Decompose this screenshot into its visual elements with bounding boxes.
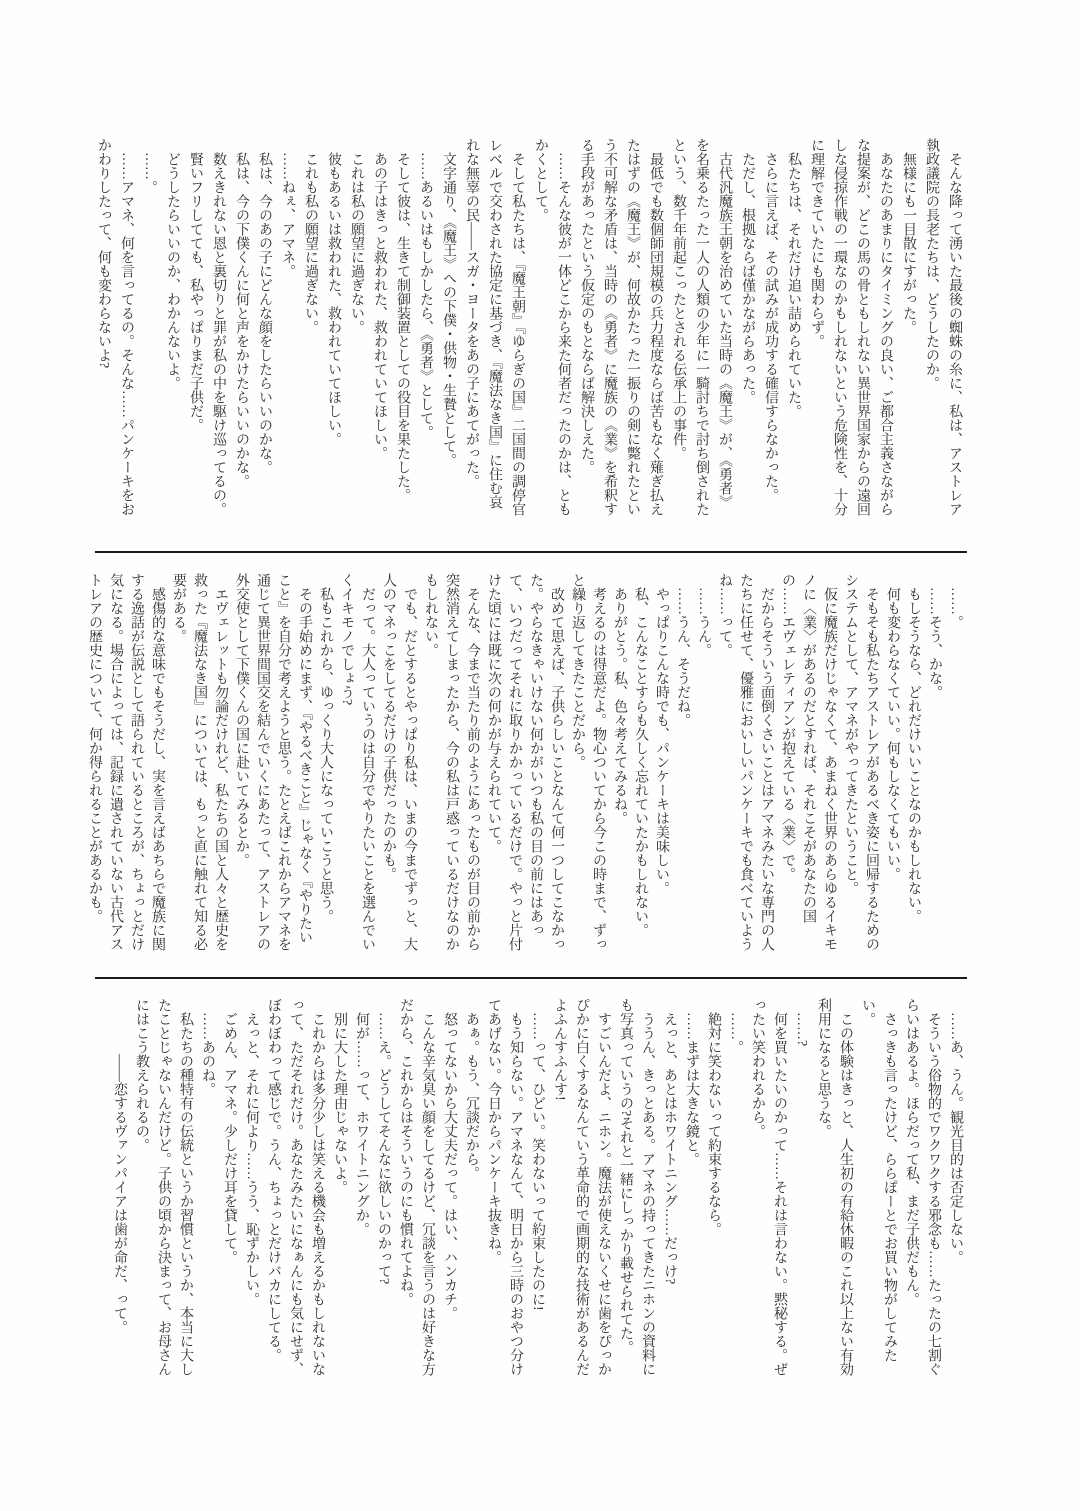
paragraph: 私たちの種特有の伝統というか習慣というか、本当に大したことじゃないんだけど。子供の頃から決まって、お母さんにはこう教えられるの。 [134,998,193,1376]
paragraph: 考えるのは得意だよ。物心ついてから今この時まで、ずっと繰り返してきたことだから。 [570,573,606,951]
paragraph: ……そんな彼が一体どこから来た何者だったのかは、ともかくとして。 [533,138,571,516]
paragraph: 改めて思えば、子供らしいことなんて何一つしてこなかった。やらなきゃいけない何かがいつも私の目の前にはあって、いつだってそれに取りかかっているだけで。やっと片付けた頃には既に次の何かが与えられていて。 [486,573,564,951]
paragraph: 古代汎魔族王朝を治めていた当時の《魔王》が、《勇者》を名乗るたった一人の人類の少年に一騎討ちで討ち倒されたという、数千年前起こったとされる伝承上の事件。 [671,138,732,516]
paragraph: そんな、今まで当たり前のようにあったものが目の前から突然消えてしまったから、今の私は戸惑っているだけなのかもしれない。 [423,573,480,951]
paragraph: ありがとう。私、色々考えてみるね。 [612,587,627,825]
paragraph: もう知らない。アマネなんて、明日から三時のおやつ分けてあげない。今日からパンケーキ抜きね。 [486,998,523,1376]
paragraph: エヴェレットも勿論だけれど、私たちの国と人々と歴史を救った『魔法なき国』については、もっと直に触れて知る必要がある。 [171,573,228,951]
paragraph: そんな降って湧いた最後の蜘蛛の糸に、私は、アストレア執政議院の長老たちは、どうしたのか。 [924,138,962,516]
paragraph: こんな辛気臭い顔をしてるけど、冗談を言うのは好きな方だから、これからはそういうのにも慣れてよね。 [398,998,435,1376]
paragraph: そして彼は、生きて制御装置としての役目を果たした。 [395,152,410,502]
paragraph: 文字通り、《魔王》への下僕・供物・生贄として。 [441,152,456,467]
paragraph: 別に大した理由じゃないよ。 [332,1012,347,1194]
paragraph: ……まずは大きな鏡と。 [684,1012,699,1166]
paragraph: 彼もあるいは救われた、救われていてほしい。 [326,152,341,446]
vertical-text-block-bottom [108,998,966,1376]
paragraph: 何も変わらなくていい。何もしなくてもいい。 [885,587,900,881]
paragraph: ……あるいはもしかしたら、《勇者》として。 [418,152,433,439]
paragraph: でも、だとするとやっぱり私は、いまの今までずっと、大人のマネっこをしてるだけの子供だったのかも。 [381,573,417,951]
paragraph: これからは多分少しは笑える機会も増えるかもしれないなって、ただそれだけ。あなたみたいになぁんにも気にせず、ぼわぼわって感じで。うん、ちょっとだけバカにしてる。 [266,998,325,1376]
paragraph: ううん、きっとある。アマネの持ってきたニホンの資料にも写真っていうの?それと一緒にしっかり載せられてた。 [618,998,655,1376]
paragraph: だからそういう面倒くさいことはアマネみたいな専門の人たちに任せて、優雅においしいパンケーキでも食べていようね……って。 [717,573,774,951]
paragraph: 賢いフリしてても、私やっぱりまだ子供だ。 [188,152,203,432]
paragraph: その手始めにまず、『やるべきこと』じゃなく『やりたいこと』を自分で考えようと思う。たとえばこれからアマネを通じて異世界間国交を結んでいくにあたって、アストレアの外交使として下僕くんの国に赴いてみるとか。 [234,573,312,951]
paragraph: ……うん、そうだね。 [675,587,690,727]
paragraph: 感傷的な意味でもそうだし、実を言えばあちらで魔族に関する逸話が伝説として語られているところが、ちょっとだけ気になる。場合によっては、記録に遺されていない古代アストレアの歴史について、何か得られることがあるかも。 [87,573,165,951]
paragraph: ……あのね。 [200,1012,215,1096]
paragraph: ……って、ひどい。笑わないって約束したのに! [530,1012,545,1311]
paragraph: あの子はきっと救われた、救われていてほしい。 [372,152,387,460]
paragraph: 私は、今の下僕くんに何と声をかけたらいいのかな。 [234,152,249,488]
paragraph: えっと、あとはホワイトニング……だっけ? [662,1012,677,1285]
paragraph: そして私たちは、『魔王朝』『ゆらぎの国』二国間の調停官レベルで交わされた協定に基づき、『魔法なき国』に住む哀れな無辜の民――スガ・ヨータをあの子にあてがった。 [464,138,525,516]
paragraph: ……。 [948,587,963,629]
paragraph: どうしたらいいのか、わかんないよ。 [165,152,180,390]
paragraph: 何が……って、ホワイトニングか。 [354,1012,369,1236]
paragraph: これは私の願望に過ぎない。 [349,152,364,334]
paragraph: ……うん。 [696,587,711,657]
paragraph: 怒ってないから大丈夫だって。はい、ハンカチ。 [442,1012,457,1320]
paragraph: ……え。どうしてそんなに欲しいのかって? [376,1012,391,1285]
paragraph: ごめん、アマネ。少しだけ耳を貸して。 [222,1012,237,1264]
paragraph: 数えきれない恩と裏切りと罪が私の中を駆け巡ってるの。 [211,152,226,516]
paragraph: 私もこれから、ゆっくり大人になっていこうと思う。 [318,587,333,923]
paragraph: だって。大人っていうのは自分でやりたいことを選んでいくイキモノでしょう? [339,573,375,951]
paragraph: これも私の願望に過ぎない。 [303,152,318,334]
paragraph: やっぱりこんな時でも、パンケーキは美味しい。 [654,587,669,895]
paragraph: ……ねぇ、アマネ。 [280,152,295,278]
paragraph: さらに言えば、その試みが成功する確信すらなかった。 [763,152,778,502]
paragraph: 仮に魔族だけじゃなくて、あまねく世界のあらゆるイキモノに〈業〉があるのだとすれば、それこそがあなたの国の……エヴェレティアンが抱えている〈業〉で。 [780,573,837,951]
paragraph: 私は、今のあの子にどんな顔をしたらいいのかな。 [257,152,272,474]
paragraph: そもそも私たちアストレアがあるべき姿に回帰するためのシステムとして、アマネがやってきたということ。 [843,573,879,951]
paragraph: ……。 [728,1012,743,1054]
paragraph: そういう俗物的でワクワクする邪念も……たったの七割ぐらいはあるよ。ほらだって私、まだ子供だもん。 [904,998,941,1376]
paragraph: この体験はきっと、人生初の有給休暇のこれ以上ない有効利用になると思うな。 [816,998,853,1376]
paragraph: あなたのあまりにタイミングの良い、ご都合主義さながらな提案が、どこの馬の骨ともしれない異世界国家からの遠回しな侵掠作戦の一環なのかもしれないという危険性を、十分に理解できていたにも関わらず。 [809,138,893,516]
paragraph: さっきも言ったけど、ららぽーとでお買い物がしてみたい。 [860,998,897,1362]
paragraph: 何を買いたいのかって……それは言わない。黙秘する。ぜったい笑われるから。 [750,998,787,1376]
paragraph: ……? [794,1012,809,1047]
paragraph: ……。 [142,152,157,194]
paragraph: あぁ。もう、冗談だから。 [464,1012,479,1180]
paragraph: ……あ、うん。観光目的は否定しない。 [948,1012,963,1264]
paragraph: 最低でも数個師団規模の兵力程度ならば苦もなく薙ぎ払えたはずの《魔王》が、何故かたった一振りの剣に斃れたという不可解な矛盾は、当時の《勇者》に魔族の《業》を希釈する手段があったという仮定のもとならば解決しえた。 [579,138,663,516]
vertical-text-block-middle [84,573,966,951]
paragraph: ただし、根拠ならば僅かながらあった。 [740,152,755,404]
section-separator-rule-1 [95,551,967,553]
paragraph: 私たちは、それだけ追い詰められていた。 [786,152,801,418]
vertical-text-block-top [92,138,966,516]
paragraph: 絶対に笑わないって約束するなら。 [706,1012,721,1236]
paragraph: 無様にも一目散にすがった。 [901,152,916,334]
paragraph: すごいんだよ、ニホン。魔法が使えないくせに歯をぴっかぴかに白くするなんていう革命的で画期的な技術があるんだよふんすふんす! [552,998,611,1376]
section-separator-rule-2 [95,977,967,979]
paragraph: ……そう、かな。 [927,587,942,699]
paragraph: えっと、それに何より……うう、恥ずかしい。 [244,1012,259,1306]
paragraph: もしそうなら、どれだけいいことなのかもしれない。 [906,587,921,923]
paragraph: ……アマネ、何を言ってるの。そんな……パンケーキをおかわりしたって、何も変わらないよ? [96,138,134,516]
paragraph: 私、こんなことすらも久しく忘れていたかもしれない。 [633,587,648,937]
paragraph: ――恋するヴァンパイアは歯が命だ、って。 [112,1054,127,1334]
